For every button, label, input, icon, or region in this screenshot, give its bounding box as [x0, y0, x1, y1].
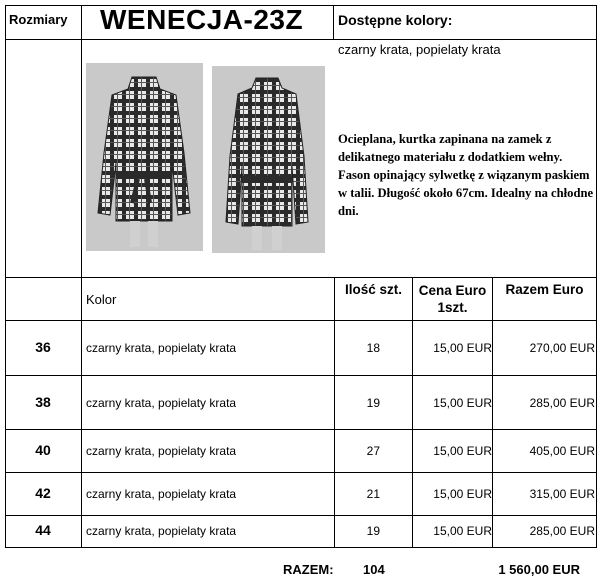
column-header-price [413, 282, 492, 316]
product-description: Ocieplana, kurtka zapinana na zamek z delikatnego materiału z dodatkiem wełny. Fason opinający sylwetkę z wiązanym paskiem w talii. Długość około 67cm. Idealny na chłodne dni. [338, 132, 594, 218]
jacket-back-photo [212, 66, 325, 253]
row-qty: 18 [366, 341, 380, 355]
row-size: 42 [35, 485, 51, 501]
column-header-price-line1: Cena Euro [418, 283, 487, 298]
row-size: 36 [35, 339, 51, 355]
column-header-price-line2: 1szt. [437, 300, 468, 315]
row-color: czarny krata, popielaty krata [86, 524, 237, 538]
row-qty: 19 [366, 396, 380, 410]
summary-total: 1 560,00 EUR [498, 562, 580, 577]
grid-line [333, 5, 334, 39]
row-size: 38 [35, 394, 51, 410]
row-total: 285,00 EUR [529, 524, 595, 538]
row-price: 15,00 EUR [433, 487, 492, 501]
grid-line [334, 277, 335, 548]
summary-label: RAZEM: [283, 562, 334, 577]
grid-line [5, 375, 596, 376]
row-total: 405,00 EUR [529, 444, 595, 458]
grid-line [5, 547, 596, 548]
column-header-total: Razem Euro [505, 282, 584, 297]
grid-line [5, 515, 596, 516]
row-price: 15,00 EUR [433, 444, 492, 458]
row-color: czarny krata, popielaty krata [86, 444, 237, 458]
summary-qty: 104 [363, 562, 385, 577]
row-total: 270,00 EUR [529, 341, 595, 355]
grid-line [5, 472, 596, 473]
grid-line [5, 5, 6, 548]
grid-line [81, 5, 82, 548]
row-color: czarny krata, popielaty krata [86, 396, 237, 410]
row-qty: 21 [366, 487, 380, 501]
row-size: 40 [35, 442, 51, 458]
grid-line [412, 277, 413, 548]
jacket-front-photo [86, 63, 203, 251]
grid-line [5, 39, 596, 40]
grid-line [5, 277, 596, 278]
row-qty: 19 [366, 524, 380, 538]
grid-line [492, 277, 493, 548]
row-total: 285,00 EUR [529, 396, 595, 410]
row-qty: 27 [366, 444, 380, 458]
grid-line [5, 429, 596, 430]
grid-line [596, 5, 597, 548]
grid-line [5, 320, 596, 321]
jacket-back-icon [212, 66, 325, 253]
row-size: 44 [35, 522, 51, 538]
row-color: czarny krata, popielaty krata [86, 341, 237, 355]
row-total: 315,00 EUR [529, 487, 595, 501]
row-price: 15,00 EUR [433, 396, 492, 410]
row-price: 15,00 EUR [433, 341, 492, 355]
colors-value: czarny krata, popielaty krata [338, 42, 501, 57]
sizes-label: Rozmiary [9, 12, 68, 27]
column-header-color: Kolor [86, 292, 117, 307]
column-header-qty: Ilość szt. [344, 282, 403, 297]
product-code: WENECJA-23Z [100, 4, 304, 35]
colors-label: Dostępne kolory: [338, 12, 453, 28]
row-color: czarny krata, popielaty krata [86, 487, 237, 501]
jacket-front-icon [86, 63, 203, 251]
row-price: 15,00 EUR [433, 524, 492, 538]
